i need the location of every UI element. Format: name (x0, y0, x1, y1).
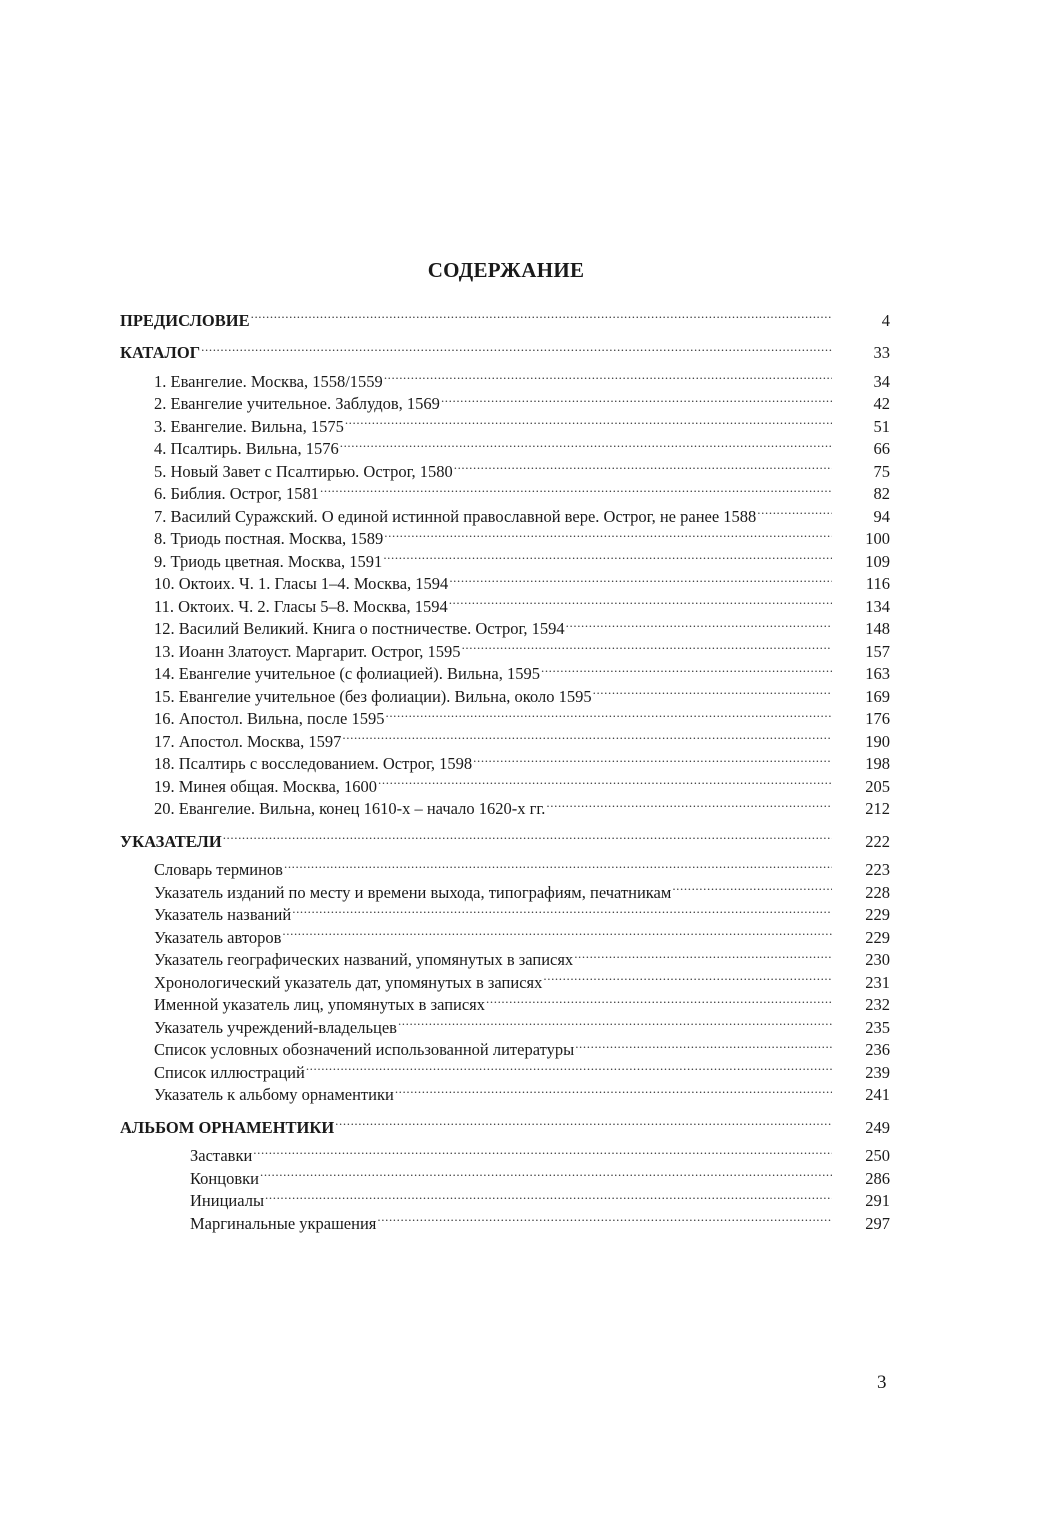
dot-leader (449, 589, 832, 612)
toc-entry-label: 13. Иоанн Златоуст. Маргарит. Острог, 1595 (154, 641, 461, 661)
toc-entry-label: 12. Василий Великий. Книга о постничестве. Острог, 1594 (154, 619, 565, 638)
toc-entry-label: 19. Минея общая. Москва, 1600 (154, 776, 378, 796)
toc-entry-label: 3. Евангелие. Вильна, 1575 (154, 416, 344, 436)
toc-page-number: 116 (865, 574, 890, 593)
toc-page-number: 297 (865, 1213, 890, 1233)
toc-page-number: 169 (865, 686, 890, 706)
toc-page-number: 241 (865, 1085, 890, 1104)
dot-leader (395, 1078, 832, 1101)
dot-leader (342, 724, 832, 747)
dot-leader (575, 1033, 832, 1056)
table-of-contents (120, 303, 890, 1233)
toc-entry-label: 1. Евангелие. Москва, 1558/1559 (154, 371, 383, 391)
toc-entry-label: Концовки (190, 1168, 259, 1188)
toc-page-number: 286 (865, 1168, 890, 1188)
toc-page-number: 134 (865, 596, 890, 616)
toc-section[interactable] (120, 1110, 890, 1137)
toc-entry-label: 4. Псалтирь. Вильна, 1576 (154, 439, 339, 458)
toc-section[interactable] (120, 336, 890, 362)
toc-entry-label: Указатель учреждений-владельцев (154, 1017, 397, 1037)
dot-leader (265, 1184, 832, 1207)
dot-leader (335, 1110, 832, 1133)
toc-entry-label: 2. Евангелие учительное. Заблудов, 1569 (154, 394, 440, 413)
dot-leader (473, 747, 832, 770)
dot-leader (378, 769, 832, 792)
dot-leader (385, 702, 832, 725)
toc-page-number: 235 (865, 1017, 890, 1037)
toc-entry[interactable] (120, 853, 890, 879)
toc-page-number: 250 (865, 1146, 890, 1165)
toc-entry-label: Хронологический указатель дат, упомянутых в записях (154, 972, 543, 992)
dot-leader (441, 387, 832, 410)
toc-entry-label: Именной указатель лиц, упомянутых в записях (154, 995, 486, 1014)
toc-entry-label: Заставки (190, 1146, 253, 1165)
toc-page-number: 109 (865, 551, 890, 571)
toc-page-number: 231 (865, 972, 890, 992)
toc-entry-label: Указатель изданий по месту и времени выхода, типографиям, печатникам (154, 882, 672, 902)
dot-leader (383, 544, 832, 567)
toc-page-number: 239 (865, 1062, 890, 1082)
toc-entry-label: Указатель к альбому орнаментики (154, 1085, 394, 1104)
toc-entry-label: 16. Апостол. Вильна, после 1595 (154, 709, 385, 728)
toc-entry-label: 7. Василий Суражский. О единой истинной православной вере. Острог, не ранее 1588 (154, 506, 757, 526)
toc-entry-label: 9. Триодь цветная. Москва, 1591 (154, 551, 383, 571)
toc-entry-label: Список условных обозначений использованной литературы (154, 1040, 575, 1059)
toc-page-number: 223 (865, 860, 890, 879)
dot-leader (251, 303, 832, 326)
toc-entry-label: Словарь терминов (154, 860, 283, 879)
toc-page-number: 176 (865, 709, 890, 728)
toc-entry-label: 20. Евангелие. Вильна, конец 1610-х – начало 1620-х гг. (154, 799, 546, 818)
dot-leader (377, 1206, 832, 1229)
toc-section-label: АЛЬБОМ ОРНАМЕНТИКИ (120, 1117, 335, 1137)
toc-entry-label: Указатель авторов (154, 927, 282, 947)
dot-leader (284, 853, 832, 876)
dot-leader (449, 567, 832, 590)
dot-leader (345, 409, 832, 432)
toc-entry-label: 10. Октоих. Ч. 1. Гласы 1–4. Москва, 1594 (154, 574, 449, 593)
toc-page-number: 190 (865, 731, 890, 751)
toc-entry-label: 15. Евангелие учительное (без фолиации). Вильна, около 1595 (154, 686, 592, 706)
dot-leader (541, 657, 832, 680)
dot-leader (486, 988, 832, 1011)
toc-page-number: 4 (881, 310, 890, 330)
toc-entry-label: 5. Новый Завет с Псалтирью. Острог, 1580 (154, 461, 453, 481)
dot-leader (593, 679, 832, 702)
toc-section[interactable] (120, 303, 890, 330)
toc-entry-label: 17. Апостол. Москва, 1597 (154, 731, 342, 751)
toc-page-number: 82 (873, 484, 890, 503)
dot-leader (292, 898, 832, 921)
toc-page-number: 291 (865, 1191, 890, 1210)
dot-leader (757, 499, 832, 522)
dot-leader (223, 824, 832, 847)
toc-page-number: 222 (865, 831, 890, 851)
toc-page-number: 229 (865, 927, 890, 947)
toc-page-number: 66 (873, 439, 890, 458)
toc-entry-label: Указатель названий (154, 905, 292, 924)
toc-page-number: 148 (865, 619, 890, 638)
toc-entry-label: Маргинальные украшения (190, 1213, 377, 1233)
dot-leader (201, 336, 832, 359)
dot-leader (260, 1161, 832, 1184)
dot-leader (574, 943, 832, 966)
toc-section-label: ПРЕДИСЛОВИЕ (120, 310, 250, 330)
toc-page-number: 75 (873, 461, 890, 481)
toc-page-number: 198 (865, 754, 890, 773)
toc-entry[interactable] (120, 1139, 890, 1165)
page-title: СОДЕРЖАНИЕ (427, 258, 585, 282)
page-number: 3 (877, 1372, 887, 1393)
toc-page-number: 33 (873, 343, 890, 362)
dot-leader (340, 432, 832, 455)
toc-page-number: 228 (865, 882, 890, 902)
dot-leader (566, 612, 832, 635)
dot-leader (384, 364, 832, 387)
toc-page-number: 163 (865, 664, 890, 683)
toc-page-number: 34 (873, 371, 890, 391)
dot-leader (398, 1010, 832, 1033)
toc-entry[interactable] (120, 364, 890, 391)
toc-page-number: 94 (873, 506, 890, 526)
dot-leader (546, 792, 832, 815)
dot-leader (320, 477, 832, 500)
dot-leader (384, 522, 832, 545)
dot-leader (253, 1139, 832, 1162)
toc-entry-label: Список иллюстраций (154, 1062, 305, 1082)
toc-entry-label: 11. Октоих. Ч. 2. Гласы 5–8. Москва, 1594 (154, 596, 448, 616)
toc-page-number: 230 (865, 950, 890, 969)
toc-page-number: 100 (865, 529, 890, 548)
toc-page-number: 205 (865, 776, 890, 796)
toc-entry-label: 8. Триодь постная. Москва, 1589 (154, 529, 384, 548)
dot-leader (282, 920, 832, 943)
toc-section[interactable] (120, 824, 890, 851)
toc-section-label: КАТАЛОГ (120, 343, 201, 362)
toc-page-number: 212 (865, 799, 890, 818)
toc-entry-label: 6. Библия. Острог, 1581 (154, 484, 319, 503)
toc-page-number: 236 (865, 1040, 890, 1059)
dot-leader (672, 875, 832, 898)
toc-page-number: 232 (865, 995, 890, 1014)
dot-leader (454, 454, 832, 477)
toc-entry-label: Указатель географических названий, упомянутых в записях (154, 950, 574, 969)
toc-entry-label: Инициалы (190, 1191, 265, 1210)
dot-leader (543, 965, 832, 988)
toc-page-number: 42 (873, 394, 890, 413)
toc-page-number: 51 (873, 416, 890, 436)
toc-entry-label: 18. Псалтирь с восследованием. Острог, 1598 (154, 754, 473, 773)
toc-page-number: 249 (865, 1117, 890, 1137)
toc-page-number: 157 (865, 641, 890, 661)
toc-page-number: 229 (865, 905, 890, 924)
dot-leader (462, 634, 832, 657)
toc-entry-label: 14. Евангелие учительное (с фолиацией). Вильна, 1595 (154, 664, 540, 683)
dot-leader (306, 1055, 832, 1078)
toc-section-label: УКАЗАТЕЛИ (120, 831, 222, 851)
